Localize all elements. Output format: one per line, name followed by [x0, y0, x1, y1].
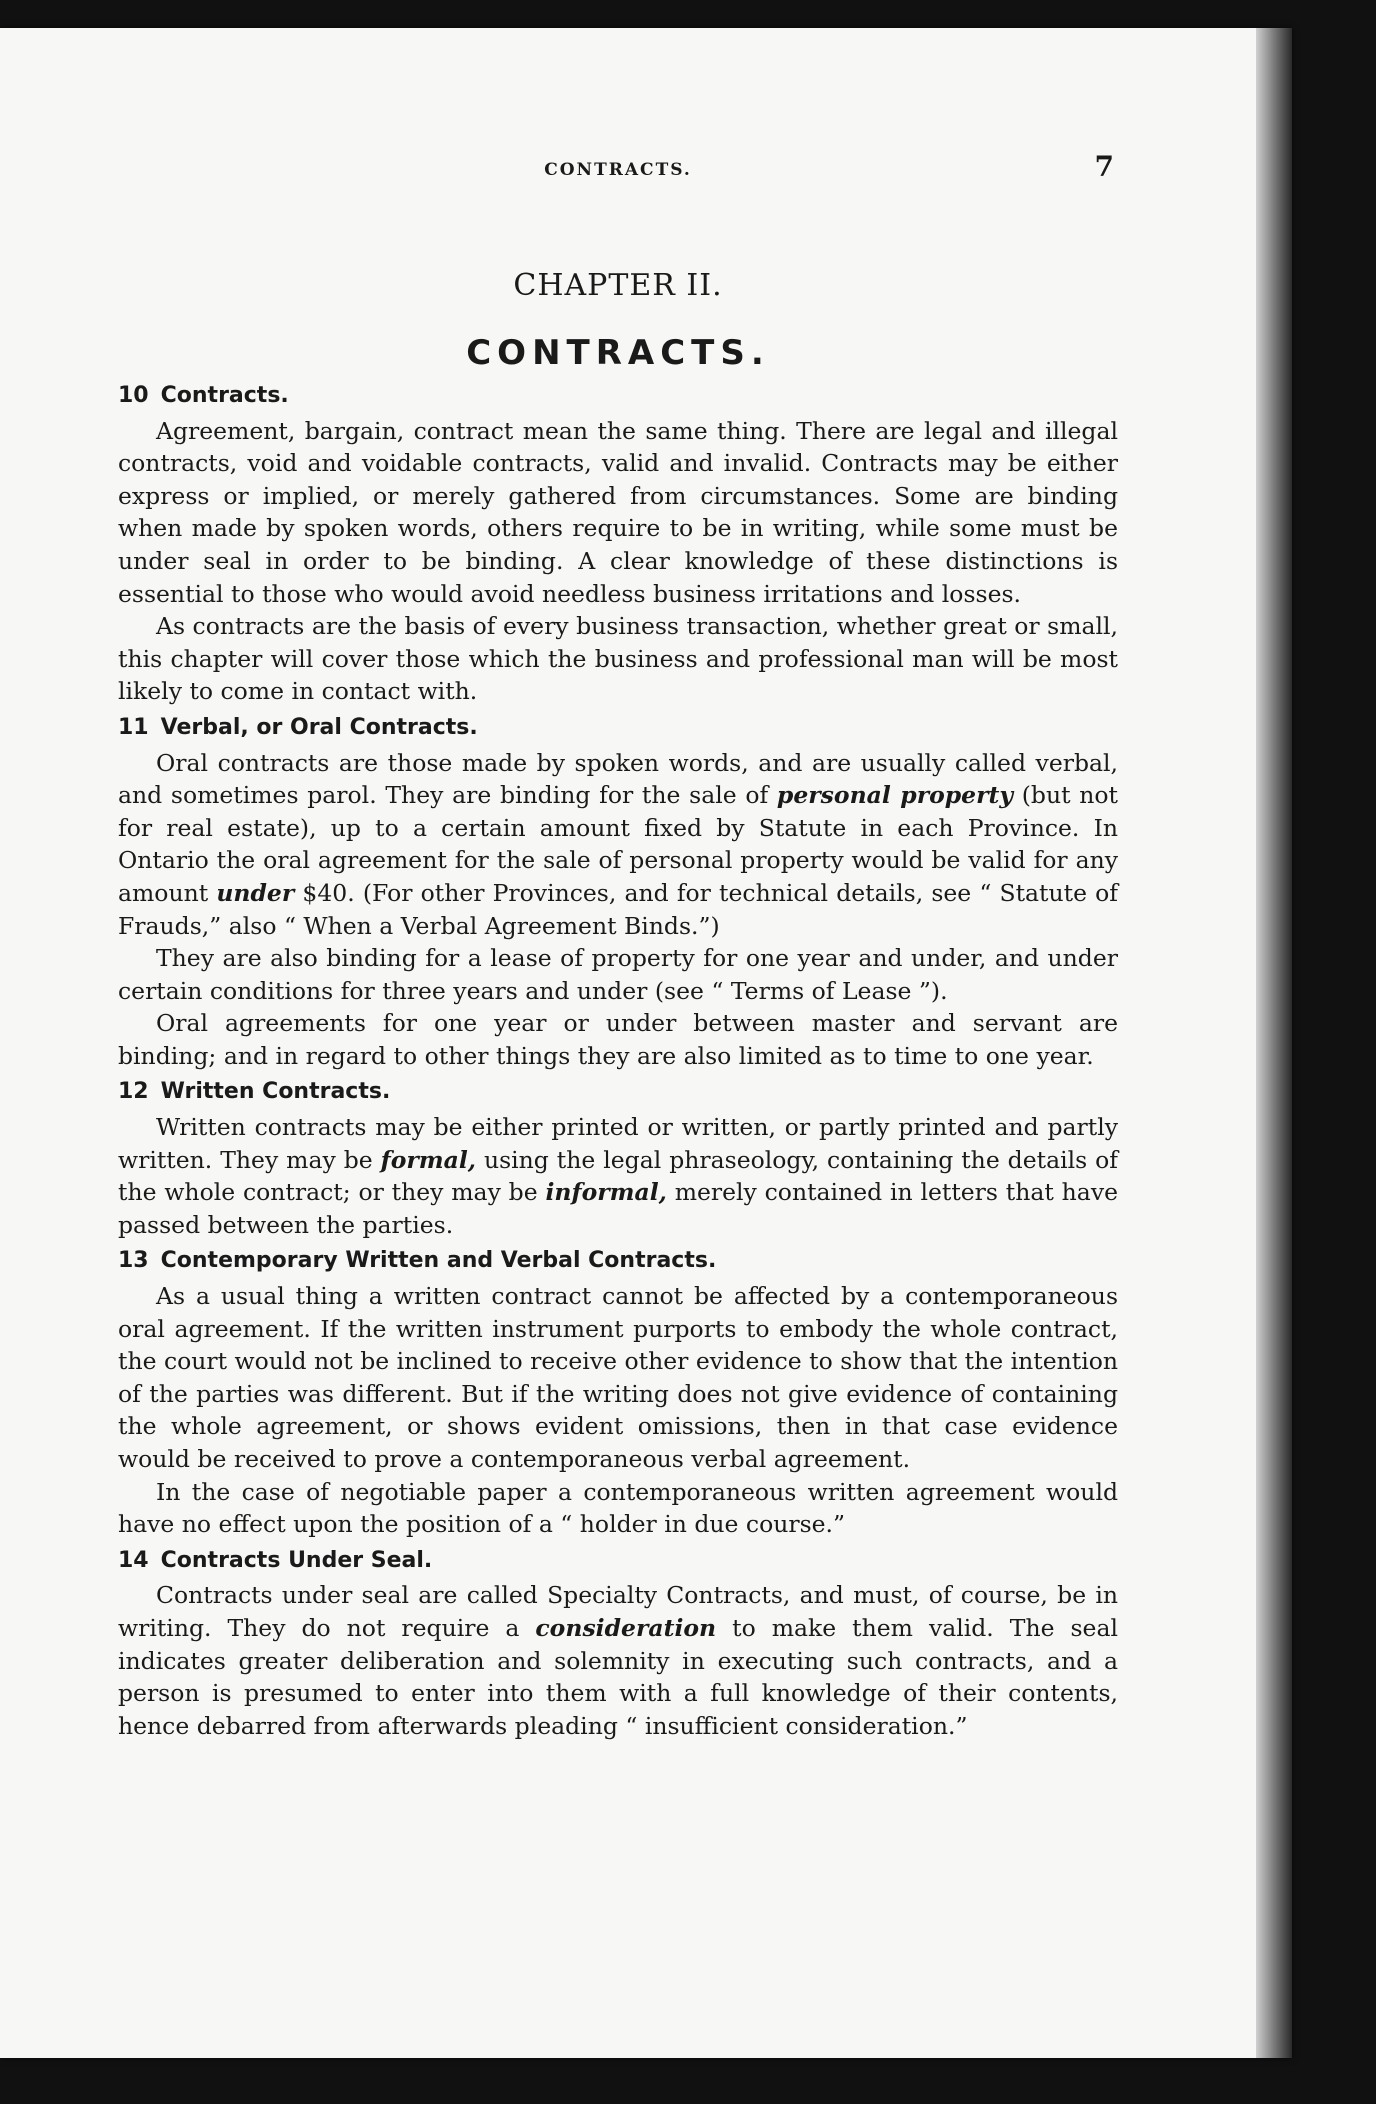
body-text	[118, 378, 1118, 1746]
paragraph: Agreement, bargain, contract mean the same thing. There are legal and illegal contracts, void and voidable contracts, valid and invalid. Contracts may be either express or implied, or merely gathered from circumstances. Some are binding when made by spoken words, others require to be in writing, while some must be under seal in order to be binding. A clear knowledge of these distinctions is essential to those who would avoid needless business irritations and losses.	[118, 416, 1118, 608]
section-13	[118, 1245, 1118, 1540]
section-12	[118, 1076, 1118, 1241]
section-heading: 10 Contracts.	[118, 383, 289, 408]
section-10	[118, 380, 1118, 708]
section-heading: 14 Contracts Under Seal.	[118, 1547, 433, 1573]
paragraph: They are also binding for a lease of property for one year and under, and under certain conditions for three years and under (see “ Terms of Lease ”).	[118, 944, 1118, 1005]
paragraph: Oral agreements for one year or under between master and servant are binding; and in regard to other things they are also limited as to time to one year.	[118, 1009, 1118, 1070]
paragraph: Contracts under seal are called Specialty Contracts, and must, of course, be in writing. They do not require a consideration to make them valid. The seal indicates greater deliberation and solemnity in executing such contracts, and a person is presumed to enter into them with a full knowledge of their contents, hence debarred from afterwards pleading “ insufficient consideration.”	[118, 1581, 1118, 1740]
page-number: 7	[1094, 150, 1114, 183]
paragraph: As contracts are the basis of every business transaction, whether great or small, this chapter will cover those which the business and professional man will be most likely to come in contact with.	[118, 612, 1118, 706]
section-heading: 11 Verbal, or Oral Contracts.	[118, 714, 478, 740]
chapter-number: CHAPTER II.	[513, 268, 723, 303]
section-heading: 13 Contemporary Written and Verbal Contracts.	[118, 1248, 717, 1274]
section-14	[118, 1545, 1118, 1743]
chapter-title: CONTRACTS.	[466, 333, 770, 373]
paragraph: As a usual thing a written contract cannot be affected by a contemporaneous oral agreement. If the written instrument purports to embody the whole contract, the court would not be inclined to receive other evidence to show that the intention of the parties was different. But if the writing does not give evidence of containing the whole agreement, or shows evident omissions, then in that case evidence would be received to prove a contemporaneous verbal agreement.	[118, 1282, 1118, 1473]
paragraph: Written contracts may be either printed or written, or partly printed and partly written. They may be formal, using the legal phraseology, containing the details of the whole contract; or they may be informal, merely contained in letters that have passed between the parties.	[118, 1113, 1119, 1239]
paragraph: In the case of negotiable paper a contemporaneous written agreement would have no effect upon the position of a “ holder in due course.”	[118, 1477, 1118, 1539]
running-head	[118, 150, 1132, 190]
section-heading: 12 Written Contracts.	[118, 1079, 391, 1105]
page-edge-shadow	[1256, 28, 1292, 2058]
running-head-title: CONTRACTS.	[544, 160, 692, 180]
paragraph: Oral contracts are those made by spoken words, and are usually called verbal, and sometimes parol. They are binding for the sale of personal property (but not for real estate), up to a certain amount fixed by Statute in each Province. In Ontario the oral agreement for the sale of personal property would be valid for any amount under $40. (For other Provinces, and for technical details, see “ Statute of Frauds,” also “ When a Verbal Agreement Binds.”)	[118, 748, 1118, 940]
section-11	[118, 712, 1118, 1073]
